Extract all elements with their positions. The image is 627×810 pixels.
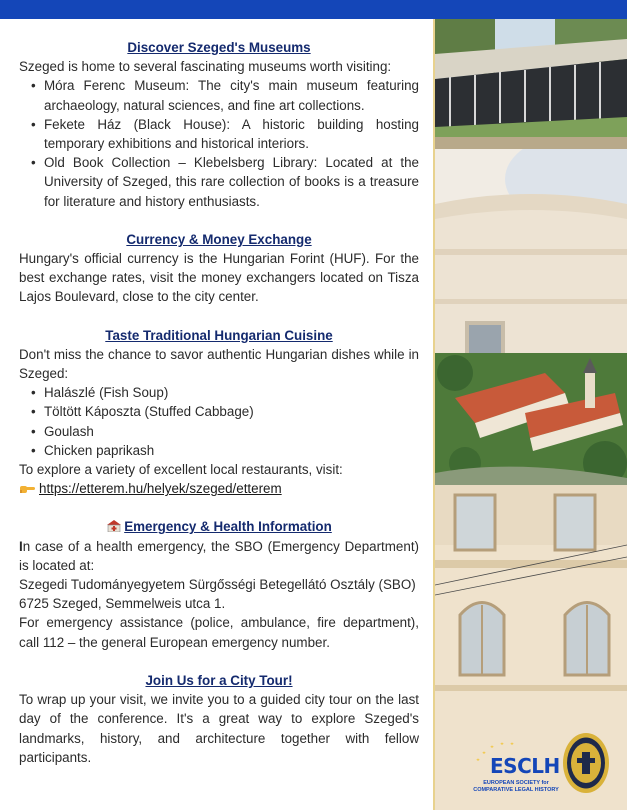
- cuisine-outro: To explore a variety of excellent local restaurants, visit:: [19, 462, 343, 478]
- list-item: • Fekete Ház (Black House): A historic building hosting temporary exhibitions and historical interiors.: [26, 115, 419, 153]
- esclh-logo: [466, 738, 558, 796]
- tour-heading: Join Us for a City Tour!: [145, 672, 293, 688]
- esclh-wordmark: ESCLH: [490, 754, 560, 778]
- museums-heading: Discover Szeged's Museums: [127, 40, 311, 55]
- restaurant-link[interactable]: https://etterem.hu/helyek/szeged/etterem: [39, 481, 282, 497]
- esclh-tagline: EUROPEAN SOCIETY for COMPARATIVE LEGAL HISTORY: [473, 780, 559, 793]
- emergency-heading: [19, 517, 419, 536]
- restaurant-link-line: [19, 479, 419, 498]
- observatory-building-photo: [435, 149, 627, 353]
- emergency-address-line-1: Szegedi Tudományegyetem Sürgősségi Betegellátó Osztály (SBO): [19, 577, 416, 593]
- cuisine-intro: Don't miss the chance to savor authentic Hungarian dishes while in Szeged:: [19, 346, 419, 382]
- list-item: • Goulash: [26, 422, 419, 441]
- top-banner-bar: [0, 0, 627, 19]
- list-item: • Old Book Collection – Klebelsberg Library: Located at the University of Szeged, this rare collection of books is a treasure for literature and history enthusiasts.: [26, 153, 419, 211]
- currency-heading: Currency & Money Exchange: [126, 231, 312, 247]
- university-seal-icon: [562, 732, 610, 794]
- emergency-text-body: n case of a health emergency, the SBO (Emergency Department) is located at:: [19, 538, 419, 573]
- tour-text: To wrap up your visit, we invite you to a guided city tour on the last day of the conference. It's a great way to explore Szeged's landmarks, history, and architecture together with fellow participants.: [19, 692, 419, 765]
- aerial-monastery-photo: [435, 353, 627, 485]
- cuisine-list: [19, 383, 419, 460]
- list-item: • Töltött Káposzta (Stuffed Cabbage): [26, 402, 419, 421]
- museums-list: [19, 76, 419, 210]
- cuisine-heading: Taste Traditional Hungarian Cuisine: [105, 327, 333, 343]
- list-item: • Móra Ferenc Museum: The city's main museum featuring archaeology, natural sciences, and fine art collections.: [26, 76, 419, 114]
- emergency-heading-text: Emergency & Health Information: [124, 519, 332, 535]
- list-item: • Halászlé (Fish Soup): [26, 383, 419, 402]
- currency-text: Hungary's official currency is the Hungarian Forint (HUF). For the best exchange rates, visit the money exchangers located on Tisza Lajos Boulevard, close to the city center.: [19, 251, 419, 305]
- main-content: [19, 38, 419, 767]
- emergency-number-text: For emergency assistance (police, ambulance, fire department), call 112 – the general European emergency number.: [19, 615, 419, 650]
- photo-sidebar: [433, 19, 627, 810]
- society-logos: [466, 732, 626, 798]
- emergency-address-line-2: 6725 Szeged, Semmelweis utca 1.: [19, 596, 226, 612]
- list-item: • Chicken paprikash: [26, 441, 419, 460]
- emergency-text: [19, 537, 419, 575]
- museum-building-photo: [435, 19, 627, 149]
- pointing-hand-icon: [19, 480, 35, 490]
- museums-intro: Szeged is home to several fascinating museums worth visiting:: [19, 59, 392, 75]
- hospital-icon: [106, 518, 122, 530]
- emergency-drop-initial: I: [19, 538, 23, 554]
